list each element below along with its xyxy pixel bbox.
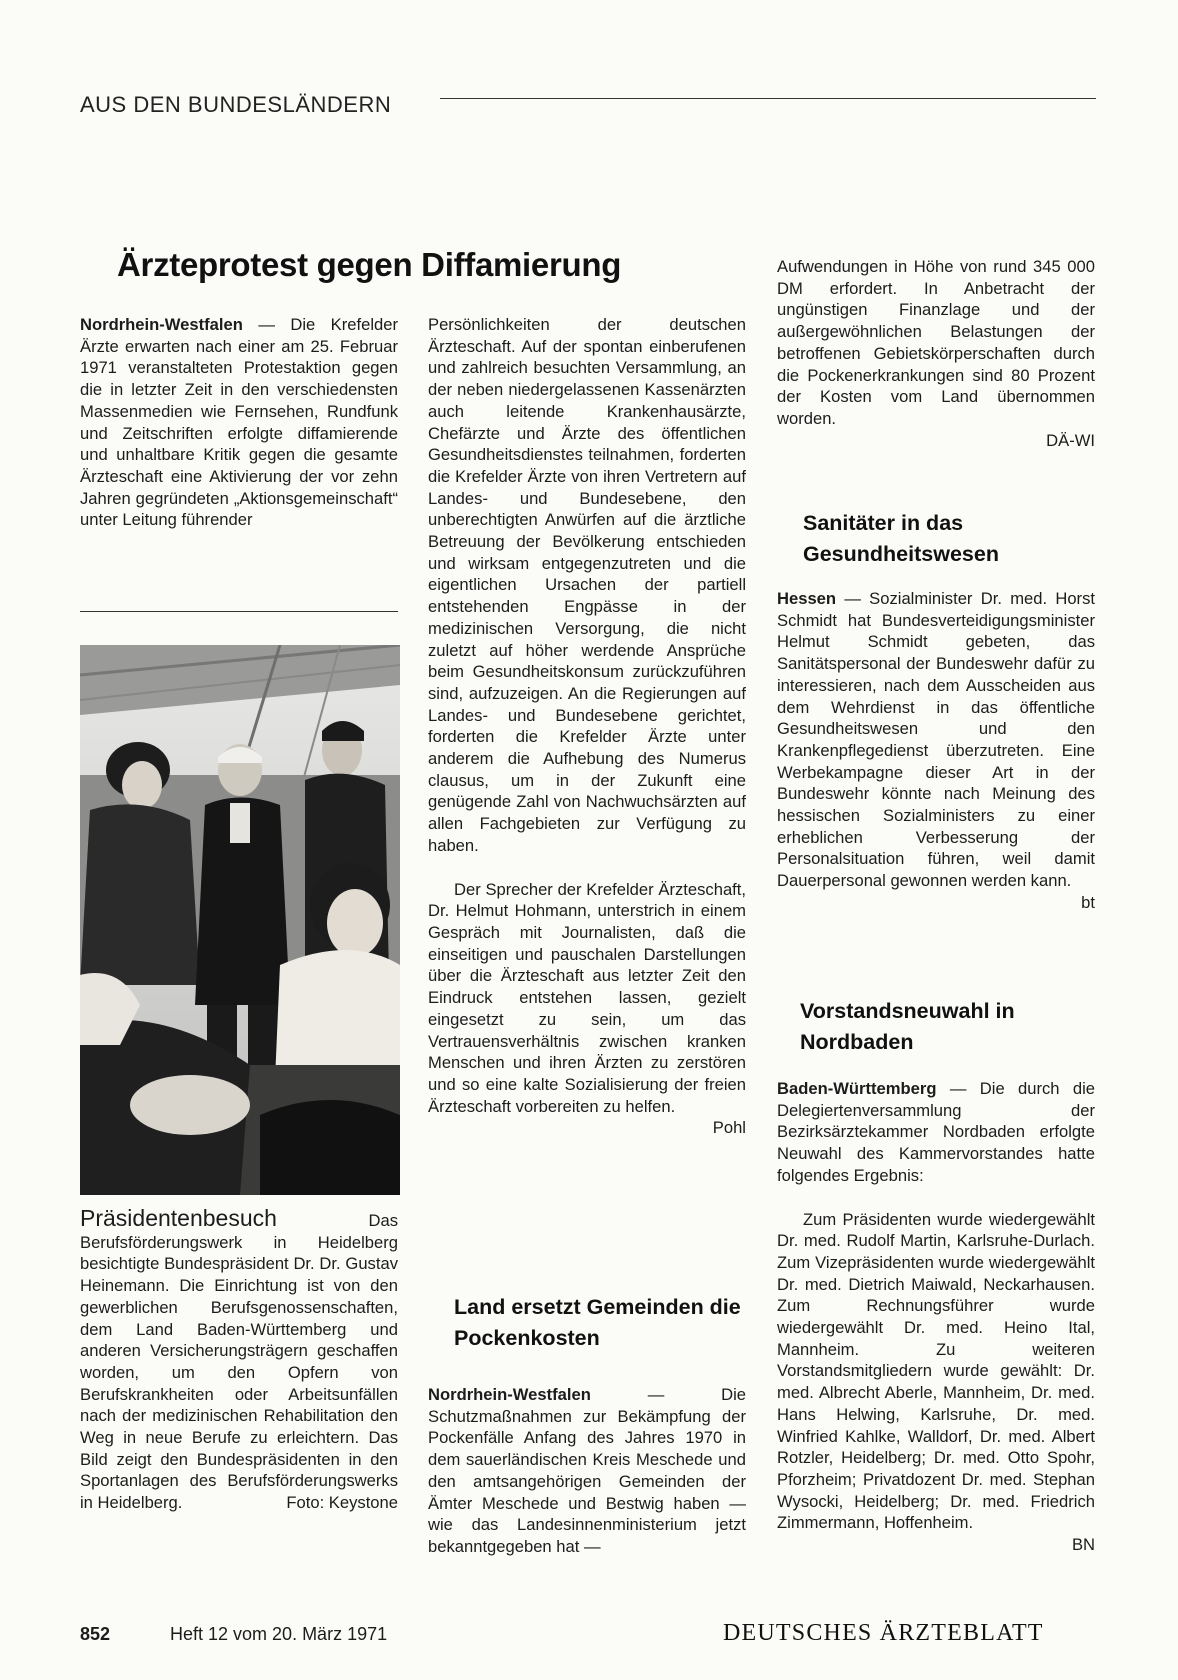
article1-body-part2: Persönlichkeiten der deutschen Ärzteschaft. Auf der spontan einberufenen und zahlreich besuchten Versammlung, an der neben niedergelassenen Kassenärzten auch leitende Krankenhausärzte, Chefärzte und Ärzte des öffentlichen Gesundheitsdienstes teilnahmen, forderten die Krefelder Ärzte von ihren Vertretern auf Landes- und Bundesebene, den unberechtigten Anwürfen auf die ärztliche Betreuung der Bevölkerung entschieden und wirksam entgegenzutreten und die eigentlichen Ursachen der partiell entstehenden Engpässe in der medizinischen Versorgung, die nicht zuletzt auf höher werdende Ansprüche beim Gesundheitskonsum zurückzuführen sind, aufzuzeigen. An die Regierungen auf Landes- und Bundesebene gerichtet, forderten die Krefelder Ärzte unter anderem die Aufhebung des Numerus clausus, um in der Zukunft eine genügende Zahl von Nachwuchsärzten auf allen Fachgebieten zur Verfügung zu haben. — [428, 315, 746, 855]
article2-body-part2: Aufwendungen in Höhe von rund 345 000 DM erfordert. In Anbetracht der ungünstigen Finanzlage und der außergewöhnlichen Belastungen der betroffenen Gebietskörperschaften durch die Pockenerkrankungen sind 80 Prozent der Kosten vom Land übernommen worden. — [777, 257, 1095, 428]
article2-body-part1: — Die Schutzmaßnahmen zur Bekämpfung der Pockenfälle Anfang des Jahres 1970 in dem sauerländischen Kreis Meschede und den amtsangehörigen Gemeinden der Ämter Meschede und Bestwig haben — wie das Landesinnenministerium jetzt bekanntgegeben hat — — [428, 1385, 746, 1556]
article2-column3 — [777, 256, 1095, 451]
article1-body-part1: — Die Krefelder Ärzte erwarten nach einer am 25. Februar 1971 veranstalteten Protestaktion gegen die in letzter Zeit in den verschiedensten Massenmedien wie Fernsehen, Rundfunk und Zeitschriften erfolgte diffamierende und unhaltbare Kritik gegen die gesamte Ärzteschaft eine Aktivierung der vor zehn Jahren gegründeten „Aktionsgemeinschaft“ unter Leitung führender — [80, 315, 398, 530]
article4-kicker: Baden-Württemberg — [777, 1079, 937, 1098]
article1-signature: Pohl — [712, 1118, 746, 1138]
article1-column1 — [80, 314, 398, 531]
article4-title: Vorstandsneuwahl in Nordbaden — [800, 999, 1015, 1054]
photo-caption — [80, 1205, 398, 1514]
article3-kicker: Hessen — [777, 589, 837, 608]
article4-body — [777, 1078, 1095, 1556]
section-heading: AUS DEN BUNDESLÄNDERN — [80, 92, 392, 117]
photo-caption-title: Präsidentenbesuch — [80, 1205, 277, 1231]
article2-kicker: Nordrhein-Westfalen — [428, 1385, 591, 1404]
journal-brand: DEUTSCHES ÄRZTEBLATT — [723, 1620, 1044, 1646]
article1-kicker: Nordrhein-Westfalen — [80, 315, 243, 334]
column-divider-rule — [80, 611, 398, 612]
photo-president-visit — [80, 645, 400, 1195]
article2-signature: DÄ-WI — [1046, 430, 1095, 450]
article4-text: — Die durch die Delegiertenversammlung der Bezirksärztekammer Nordbaden erfolgte Neuwahl des Kammervorstandes hatte folgendes Ergebnis: — [777, 1079, 1095, 1185]
photo-caption-text: Das Berufsförderungswerk in Heidelberg besichtigte Bundespräsident Dr. Dr. Gustav Heinemann. Die Einrichtung ist von den gewerblichen Berufsgenossenschaften, dem Land Baden-Württemberg und anderen Versicherungsträgern geschaffen worden, um den Opfern von Berufskrankheiten oder Arbeitsunfällen nach der medizinischen Rehabilitation den Weg in neue Berufe zu erleichtern. Das Bild zeigt den Bundespräsidenten in den Sportanlagen des Berufsförderungswerks in Heidelberg. — [80, 1211, 398, 1513]
article2-column2 — [428, 1384, 746, 1558]
header-rule — [440, 98, 1096, 99]
article3-body — [777, 588, 1095, 914]
page-number: 852 — [80, 1624, 111, 1644]
article4-text2: Zum Präsidenten wurde wiedergewählt Dr. med. Rudolf Martin, Karlsruhe-Durlach. Zum Vizepräsidenten wurde wiedergewählt Dr. med. Dietrich Maiwald, Neckarhausen. Zum Rechnungsführer wurde wiedergewählt Dr. med. Heino Ital, Mannheim. Zu weiteren Vorstandsmitgliedern wurde gewählt: Dr. med. Albrecht Aberle, Mannheim, Dr. med. Hans Helwing, Karlsruhe, Dr. med. Winfried Kahlke, Walldorf, Dr. med. Albert Rotzler, Heidelberg; Dr. med. Otto Spohr, Pforzheim; Privatdozent Dr. med. Stephan Wysocki, Heidelberg; Dr. med. Friedrich Zimmermann, Hoffenheim. — [777, 1209, 1095, 1533]
article1-body-part3: Der Sprecher der Krefelder Ärzteschaft, Dr. Helmut Hohmann, unterstrich in einem Gespräch mit Journalisten, daß die einseitigen und pauschalen Darstellungen über die Ärzteschaft aus letzter Zeit den Eindruck entstehen lassen, gezielt eingesetzt zu sein, um das Vertrauensverhältnis zwischen kranken Menschen und ihren Ärzten zu zerstören und so eine kalte Sozialisierung der freien Ärzteschaft vorbereiten zu helfen. — [428, 879, 746, 1116]
article4-signature: BN — [1071, 1535, 1095, 1555]
photo-credit: Foto: Keystone — [286, 1493, 398, 1513]
issue-info: Heft 12 vom 20. März 1971 — [170, 1624, 388, 1644]
article1-column2 — [428, 314, 746, 1139]
article2-title: Land ersetzt Gemeinden die Pockenkosten — [454, 1295, 741, 1350]
article3-title: Sanitäter in das Gesundheitswesen — [803, 511, 999, 566]
article3-text: — Sozialminister Dr. med. Horst Schmidt hat Bundesverteidigungsminister Helmut Schmidt gebeten, das Sanitätspersonal der Bundeswehr dafür zu interessieren, nach dem Ausscheiden aus dem Wehrdienst in das öffentliche Gesundheitswesen und den Krankenpflegedienst überzutreten. Eine Werbekampagne dieser Art in der Bundeswehr könnte nach Meinung des hessischen Sozialministers zu einer erheblichen Verbesserung der Personalsituation führen, weil damit Dauerpersonal gewonnen werden kann. — [777, 589, 1095, 891]
article-title-aerzteprotest: Ärzteprotest gegen Diffamierung — [117, 246, 622, 283]
article3-signature: bt — [1081, 892, 1095, 912]
